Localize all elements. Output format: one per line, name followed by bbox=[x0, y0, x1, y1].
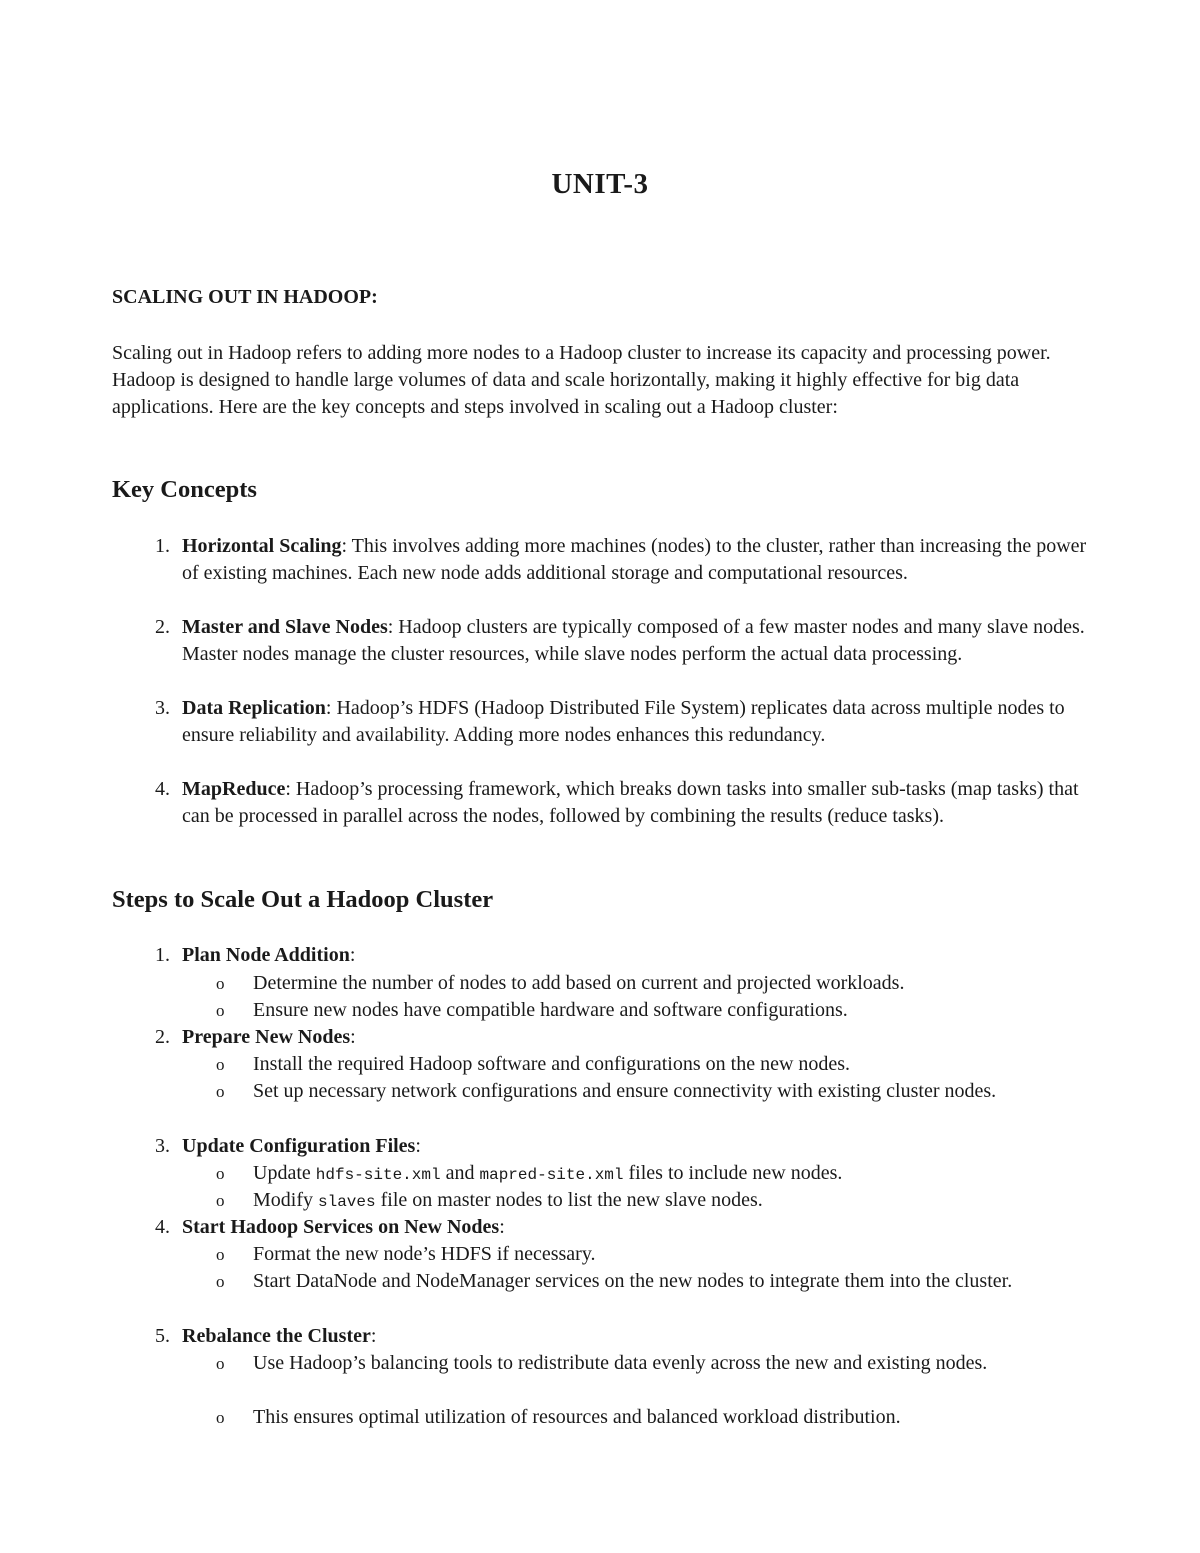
bullet-text: Start DataNode and NodeManager services on the new nodes to integrate them into the cluster. bbox=[253, 1270, 1013, 1292]
item-number: 2. bbox=[155, 616, 170, 638]
bullet-symbol: o bbox=[216, 1001, 225, 1020]
bullet-text: Set up necessary network configurations and ensure connectivity with existing cluster nodes. bbox=[253, 1080, 997, 1102]
step-term: Plan Node Addition bbox=[182, 944, 350, 966]
step-number: 2. bbox=[155, 1026, 170, 1048]
steps-heading: Steps to Scale Out a Hadoop Cluster bbox=[112, 886, 494, 913]
item-term: Data Replication bbox=[182, 697, 326, 719]
item-term: MapReduce bbox=[182, 778, 286, 800]
page-title: UNIT-3 bbox=[551, 168, 649, 200]
item-number: 3. bbox=[155, 697, 170, 719]
bullet-symbol: o bbox=[216, 1164, 225, 1183]
bullet-symbol: o bbox=[216, 974, 225, 993]
step-title bbox=[182, 1024, 1092, 1051]
item-text bbox=[182, 776, 1092, 830]
step-term: Rebalance the Cluster bbox=[182, 1325, 371, 1347]
item-description: : This involves adding more machines (nodes) to the cluster, rather than increasing the power of existing machines. Each new node adds additional storage and computational resources. bbox=[182, 535, 1087, 584]
step-term: Update Configuration Files bbox=[182, 1135, 416, 1157]
item-text bbox=[182, 533, 1092, 587]
item-description: : Hadoop clusters are typically composed of a few master nodes and many slave nodes. Master nodes manage the cluster resources, while slave nodes perform the actual data processing. bbox=[182, 616, 1085, 665]
step-title bbox=[182, 1214, 1092, 1241]
bullet-text-part: files to include new nodes. bbox=[623, 1162, 843, 1184]
bullet-text-part: Modify bbox=[253, 1189, 318, 1211]
bullet-text-part: Update bbox=[253, 1162, 316, 1184]
step-colon: : bbox=[349, 944, 356, 966]
code-filename: slaves bbox=[318, 1193, 376, 1211]
bullet-symbol: o bbox=[216, 1245, 225, 1264]
step-number: 1. bbox=[155, 944, 170, 966]
code-filename: hdfs-site.xml bbox=[315, 1166, 441, 1184]
bullet-text: This ensures optimal utilization of resources and balanced workload distribution. bbox=[253, 1406, 901, 1428]
step-title bbox=[182, 1133, 1092, 1160]
step-number: 4. bbox=[155, 1216, 170, 1238]
bullet-symbol: o bbox=[216, 1082, 225, 1101]
bullet-text: Determine the number of nodes to add based on current and projected workloads. bbox=[253, 972, 905, 994]
step-title bbox=[182, 942, 1092, 969]
step-colon: : bbox=[350, 1026, 356, 1048]
intro-paragraph: Scaling out in Hadoop refers to adding more nodes to a Hadoop cluster to increase its capacity and processing power. Hadoop is designed to handle large volumes of data and scale horizontally, making it highly effective for big data applications. Here are the key concepts and steps involved in scaling out a Hadoop cluster: bbox=[112, 342, 1051, 418]
step-title bbox=[182, 1323, 1092, 1350]
step-term: Start Hadoop Services on New Nodes bbox=[182, 1216, 500, 1238]
step-colon: : bbox=[499, 1216, 505, 1238]
bullet-symbol: o bbox=[216, 1055, 225, 1074]
bullet-text: Format the new node’s HDFS if necessary. bbox=[253, 1243, 596, 1265]
step-colon: : bbox=[415, 1135, 421, 1157]
section-heading: SCALING OUT IN HADOOP: bbox=[112, 286, 378, 308]
bullet-symbol: o bbox=[216, 1272, 225, 1291]
step-number: 5. bbox=[155, 1325, 170, 1347]
bullet-symbol: o bbox=[216, 1191, 225, 1210]
item-text bbox=[182, 695, 1092, 749]
step-term: Prepare New Nodes bbox=[182, 1026, 351, 1048]
bullet-text: Use Hadoop’s balancing tools to redistribute data evenly across the new and existing nodes. bbox=[253, 1352, 988, 1374]
bullet-text bbox=[253, 1187, 1083, 1216]
bullet-symbol: o bbox=[216, 1354, 225, 1373]
code-filename: mapred-site.xml bbox=[479, 1166, 624, 1184]
step-number: 3. bbox=[155, 1135, 170, 1157]
bullet-symbol: o bbox=[216, 1408, 225, 1427]
bullet-text-part: and bbox=[440, 1162, 480, 1184]
item-number: 4. bbox=[155, 778, 170, 800]
item-description: : Hadoop’s HDFS (Hadoop Distributed File System) replicates data across multiple nodes to ensure reliability and availability. Adding more nodes enhances this redundancy. bbox=[182, 697, 1065, 746]
item-term: Horizontal Scaling bbox=[182, 535, 342, 557]
item-text bbox=[182, 614, 1092, 668]
bullet-text bbox=[253, 1160, 1083, 1189]
bullet-text: Install the required Hadoop software and configurations on the new nodes. bbox=[253, 1053, 851, 1075]
bullet-text-part: file on master nodes to list the new slave nodes. bbox=[375, 1189, 763, 1211]
key-concepts-heading: Key Concepts bbox=[112, 476, 257, 503]
step-colon: : bbox=[370, 1325, 377, 1347]
bullet-text: Ensure new nodes have compatible hardware and software configurations. bbox=[253, 999, 848, 1021]
item-description: : Hadoop’s processing framework, which breaks down tasks into smaller sub-tasks (map tasks) that can be processed in parallel across the nodes, followed by combining the results (reduce tasks). bbox=[182, 778, 1079, 827]
item-number: 1. bbox=[155, 535, 170, 557]
item-term: Master and Slave Nodes bbox=[182, 616, 388, 638]
